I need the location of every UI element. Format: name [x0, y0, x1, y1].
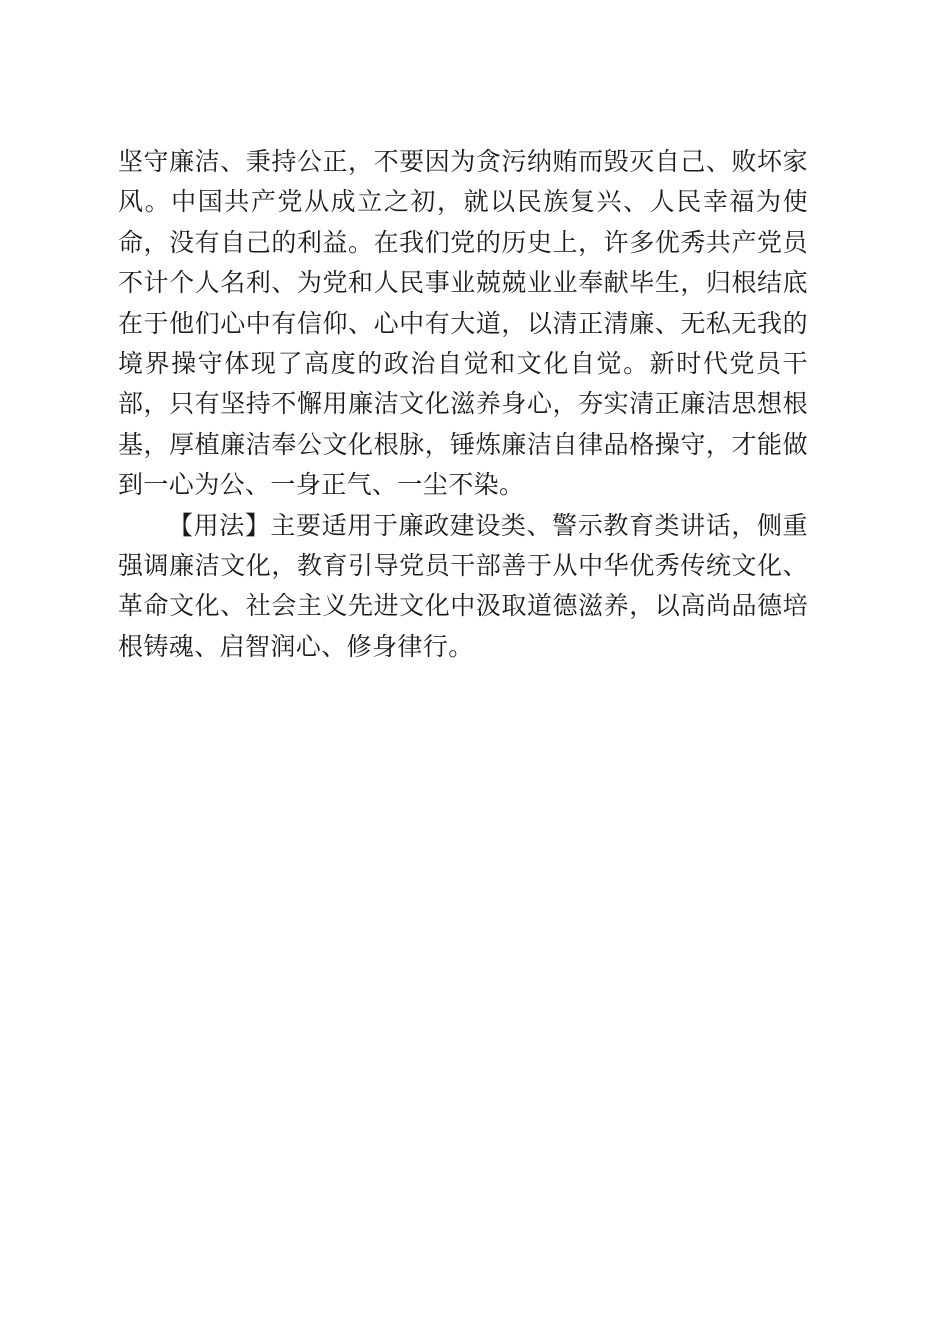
paragraph-line: 强调廉洁文化，教育引导党员干部善于从中华优秀传统文化、	[118, 550, 808, 580]
paragraph-line: 【用法】主要适用于廉政建设类、警示教育类讲话，侧重	[168, 510, 808, 540]
paragraph-1	[118, 142, 808, 506]
paragraph-line: 命，没有自己的利益。在我们党的历史上，许多优秀共产党员	[118, 227, 808, 257]
paragraph-line: 基，厚植廉洁奉公文化根脉，锤炼廉洁自律品格操守，才能做	[118, 429, 808, 459]
paragraph-line: 在于他们心中有信仰、心中有大道，以清正清廉、无私无我的	[118, 308, 808, 338]
paragraph-line: 部，只有坚持不懈用廉洁文化滋养身心，夯实清正廉洁思想根	[118, 389, 808, 419]
document-body	[118, 142, 808, 667]
paragraph-line: 到一心为公、一身正气、一尘不染。	[118, 470, 525, 500]
paragraph-2-usage	[118, 506, 808, 668]
paragraph-line: 境界操守体现了高度的政治自觉和文化自觉。新时代党员干	[118, 348, 808, 378]
paragraph-line: 根铸魂、启智润心、修身律行。	[118, 631, 474, 661]
paragraph-line: 不计个人名利、为党和人民事业兢兢业业奉献毕生，归根结底	[118, 268, 808, 298]
paragraph-line: 风。中国共产党从成立之初，就以民族复兴、人民幸福为使	[118, 187, 808, 217]
paragraph-line: 坚守廉洁、秉持公正，不要因为贪污纳贿而毁灭自己、败坏家	[118, 147, 808, 176]
paragraph-line: 革命文化、社会主义先进文化中汲取道德滋养，以高尚品德培	[118, 591, 808, 621]
